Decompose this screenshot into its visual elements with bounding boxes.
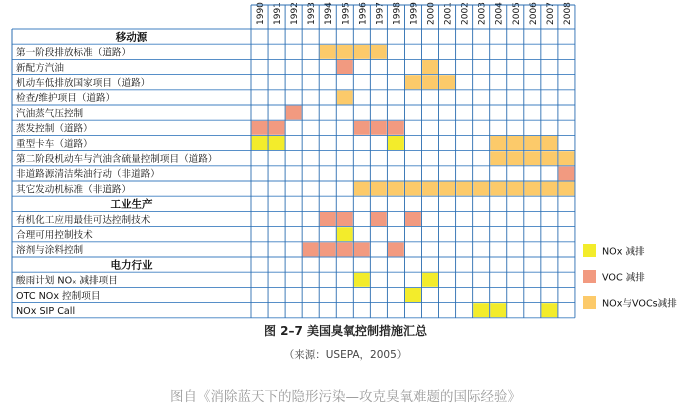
cell-both-2001 xyxy=(439,75,455,89)
legend-label-voc: VOC 减排 xyxy=(602,272,645,284)
legend-swatch-voc xyxy=(583,270,596,283)
year-label-1994: 1994 xyxy=(324,2,335,25)
measure-label: NOx SIP Call xyxy=(16,306,76,317)
cell-voc-1996 xyxy=(354,121,370,135)
year-label-2002: 2002 xyxy=(460,2,471,25)
year-label-1997: 1997 xyxy=(375,2,386,25)
cell-both-2004 xyxy=(490,182,506,196)
measure-label: 新配方汽油 xyxy=(16,62,64,74)
cell-voc-1994 xyxy=(320,242,336,256)
legend-swatch-both xyxy=(583,296,596,309)
measure-label: 第二阶段机动车与汽油含硫量控制项目（道路） xyxy=(16,154,218,165)
year-label-1999: 1999 xyxy=(409,2,420,25)
cell-nox-1995 xyxy=(337,227,353,241)
cell-both-1996 xyxy=(354,45,370,59)
measure-label: 机动车低排放国家项目（道路） xyxy=(16,78,151,89)
year-label-1996: 1996 xyxy=(358,2,369,25)
cell-both-2003 xyxy=(473,182,489,196)
image-credit: 图自《消除蓝天下的隐形污染—攻克臭氧难题的国际经验》 xyxy=(170,389,521,405)
cell-both-2004 xyxy=(490,136,506,150)
cell-nox-2003 xyxy=(473,303,489,317)
year-label-2003: 2003 xyxy=(477,2,488,25)
cell-both-2008 xyxy=(559,151,575,165)
year-label-1992: 1992 xyxy=(290,2,301,25)
cell-both-1994 xyxy=(320,45,336,59)
measure-label: 第一阶段排放标准（道路） xyxy=(16,47,132,59)
cell-both-1998 xyxy=(388,182,404,196)
cell-both-1997 xyxy=(371,45,387,59)
cell-both-2005 xyxy=(507,136,523,150)
cell-nox-1998 xyxy=(388,136,404,150)
measure-label: 有机化工应用最佳可达控制技术 xyxy=(16,214,151,226)
cell-voc-1996 xyxy=(354,242,370,256)
cell-voc-1999 xyxy=(405,212,421,226)
cell-voc-1993 xyxy=(303,242,319,256)
figure-source: （来源：USEPA，2005） xyxy=(283,349,408,361)
measure-label: 汽油蒸气压控制 xyxy=(16,108,84,120)
cell-voc-1995 xyxy=(337,242,353,256)
cell-nox-1996 xyxy=(354,273,370,287)
cell-both-1995 xyxy=(337,90,353,104)
measure-label: 合理可用控制技术 xyxy=(16,230,93,241)
cell-voc-2008 xyxy=(559,166,575,180)
measure-label: OTC NOx 控制项目 xyxy=(16,290,101,302)
measure-label: 非道路源清洁柴油行动（非道路） xyxy=(16,169,160,181)
cell-voc-1997 xyxy=(371,212,387,226)
measure-label: 重型卡车（道路） xyxy=(16,138,93,150)
year-label-1991: 1991 xyxy=(273,2,284,25)
cell-both-2000 xyxy=(422,60,438,74)
year-label-2008: 2008 xyxy=(562,2,573,25)
cell-both-2002 xyxy=(456,182,472,196)
cell-voc-1998 xyxy=(388,121,404,135)
cell-both-2000 xyxy=(422,75,438,89)
cell-nox-1990 xyxy=(252,136,268,150)
measure-label: 检查/维护项目（道路） xyxy=(16,93,116,105)
cell-both-2004 xyxy=(490,151,506,165)
cell-both-2006 xyxy=(524,136,540,150)
legend-label-both: NOx与VOCs减排 xyxy=(602,298,677,310)
cell-voc-1990 xyxy=(252,121,268,135)
cell-both-2007 xyxy=(541,182,557,196)
year-label-2000: 2000 xyxy=(426,2,437,25)
legend-label-nox: NOx 减排 xyxy=(602,246,645,258)
section-title: 工业生产 xyxy=(110,198,153,211)
cell-both-2006 xyxy=(524,182,540,196)
measure-label: 溶剂与涂料控制 xyxy=(16,245,84,257)
year-label-2007: 2007 xyxy=(545,2,556,25)
measure-label: 酸雨计划 NOₓ 减排项目 xyxy=(16,275,118,287)
cell-voc-1994 xyxy=(320,212,336,226)
cell-nox-2007 xyxy=(541,303,557,317)
cell-nox-2000 xyxy=(422,273,438,287)
cell-voc-1998 xyxy=(388,242,404,256)
cell-both-2001 xyxy=(439,182,455,196)
cell-voc-1991 xyxy=(269,121,285,135)
section-title: 移动源 xyxy=(115,31,148,44)
year-label-1990: 1990 xyxy=(256,2,267,25)
cell-nox-2004 xyxy=(490,303,506,317)
measure-label: 蒸发控制（道路） xyxy=(16,123,93,135)
cell-voc-1992 xyxy=(286,106,302,120)
cell-both-1995 xyxy=(337,45,353,59)
cell-both-1997 xyxy=(371,182,387,196)
figure-caption: 图 2–7 美国臭氧控制措施汇总 xyxy=(263,324,428,338)
cell-voc-1995 xyxy=(337,60,353,74)
cell-voc-1997 xyxy=(371,121,387,135)
year-label-1993: 1993 xyxy=(307,2,318,25)
cell-nox-1999 xyxy=(405,288,421,302)
cell-both-2005 xyxy=(507,182,523,196)
cell-both-2005 xyxy=(507,151,523,165)
cell-voc-1995 xyxy=(337,212,353,226)
cell-both-2007 xyxy=(541,151,557,165)
year-label-2001: 2001 xyxy=(443,2,454,25)
year-label-1998: 1998 xyxy=(392,2,403,25)
section-title: 电力行业 xyxy=(110,259,153,272)
cell-both-1999 xyxy=(405,75,421,89)
cell-both-1996 xyxy=(354,182,370,196)
cell-both-2007 xyxy=(541,136,557,150)
measure-label: 其它发动机标准（非道路） xyxy=(16,184,132,196)
year-label-2004: 2004 xyxy=(494,2,505,25)
year-label-1995: 1995 xyxy=(341,2,352,25)
cell-both-2000 xyxy=(422,182,438,196)
year-label-2005: 2005 xyxy=(511,2,522,25)
cell-both-2006 xyxy=(524,151,540,165)
year-label-2006: 2006 xyxy=(528,2,539,25)
cell-nox-1991 xyxy=(269,136,285,150)
cell-both-1999 xyxy=(405,182,421,196)
legend-swatch-nox xyxy=(583,244,596,257)
cell-both-2008 xyxy=(559,182,575,196)
